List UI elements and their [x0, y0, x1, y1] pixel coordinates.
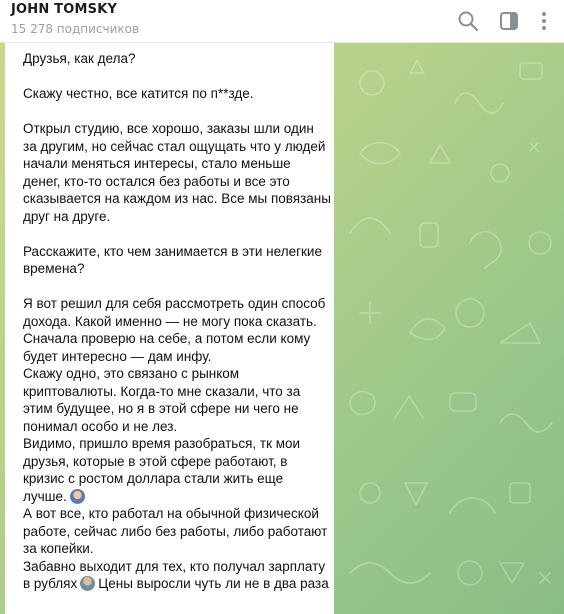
message-paragraph	[23, 85, 328, 103]
message-line-text: Скажу одно, это связано с рынком	[23, 366, 240, 381]
message-line-text: за копейки.	[23, 541, 94, 556]
message-line-text: за другим, но сейчас стал ощущать что у людей	[23, 138, 326, 154]
message-line-text: работе, сейчас либо без работы, либо работают	[23, 523, 328, 539]
message-line	[23, 400, 328, 418]
message-line	[23, 330, 328, 348]
message-line-text: понимал особо и не лез.	[23, 418, 178, 434]
message-paragraph	[23, 295, 328, 593]
message-line-text: Открыл студию, все хорошо, заказы шли один	[23, 121, 314, 136]
message-line-text: друг на друге.	[23, 208, 111, 224]
message-line-text: кризис с ростом доллара стали жить еще	[23, 471, 284, 486]
message-line-text: Цены выросли чуть ли не в два раза	[98, 576, 329, 591]
message-line-text: в рублях	[23, 576, 78, 591]
message-line	[23, 138, 328, 156]
message-line	[23, 348, 328, 366]
message-line	[23, 365, 328, 383]
message-text	[23, 50, 331, 610]
message-line-text: будет интересно — дам инфу.	[23, 348, 212, 364]
message-line	[23, 173, 328, 191]
person-shrugging-emoji	[70, 489, 85, 504]
message-line	[23, 50, 328, 68]
message-line	[23, 260, 328, 278]
message-line	[23, 190, 331, 208]
message-line	[23, 243, 328, 261]
message-line	[23, 383, 328, 401]
message-paragraph	[23, 120, 331, 225]
message-line	[23, 488, 328, 506]
message-line-text: Расскажите, кто чем занимается в эти нелегкие	[23, 243, 322, 259]
message-line	[23, 575, 328, 593]
message-line	[23, 208, 328, 226]
message-line	[23, 523, 328, 541]
message-line-text: Видимо, пришло время разобраться, тк мои	[23, 436, 301, 451]
message-bubble[interactable]	[5, 43, 334, 614]
person-facepalming-emoji	[80, 576, 95, 591]
message-line	[23, 453, 328, 471]
message-line-text: А вот все, кто работал на обычной физической	[23, 506, 319, 521]
channel-title[interactable]: JOHN TOMSKY	[11, 2, 118, 17]
message-line-text: криптовалюты. Когда-то мне сказали, что за	[23, 383, 301, 399]
message-line-text: сказывается на каждом из нас. Все мы повязаны	[23, 191, 331, 206]
message-paragraph	[23, 50, 328, 68]
message-line	[23, 470, 328, 488]
message-line-text: дохода. Какой именно — не могу пока сказать.	[23, 313, 317, 329]
message-line	[23, 418, 328, 436]
message-line-text: времена?	[23, 261, 85, 276]
message-line-text: лучше.	[23, 488, 67, 504]
subscriber-count: 15 278 подписчиков	[11, 22, 140, 36]
channel-header	[0, 0, 564, 43]
message-line	[23, 505, 328, 523]
message-line-text: этим будущее, но я в этой сфере ни чего не	[23, 401, 299, 416]
message-line-text: Друзья, как дела?	[23, 51, 136, 66]
message-line-text: Я вот решил для себя рассмотреть один способ	[23, 296, 326, 311]
search-icon[interactable]	[456, 9, 480, 33]
message-line-text: денег, кто-то остался без работы и все это	[23, 173, 290, 189]
message-line	[23, 155, 328, 173]
more-vertical-icon[interactable]	[532, 9, 556, 33]
message-line	[23, 85, 328, 103]
message-line-text: начали меняться интересы, стало меньше	[23, 156, 291, 171]
message-line	[23, 295, 328, 313]
message-line-text: Забавно выходит для тех, кто получал зарплату	[23, 558, 326, 574]
sidebar-panel-icon[interactable]	[497, 9, 521, 33]
message-line	[23, 540, 328, 558]
message-line-text: друзья, которые в этой сфере работают, в	[23, 453, 288, 469]
message-line	[23, 120, 328, 138]
message-line-text: Сначала проверю на себе, а потом если кому	[23, 331, 311, 346]
chat-background[interactable]	[0, 43, 564, 614]
message-line	[23, 313, 328, 331]
message-line-text: Скажу честно, все катится по п**зде.	[23, 86, 254, 101]
message-paragraph	[23, 243, 328, 278]
message-line	[23, 558, 328, 576]
message-line	[23, 435, 328, 453]
